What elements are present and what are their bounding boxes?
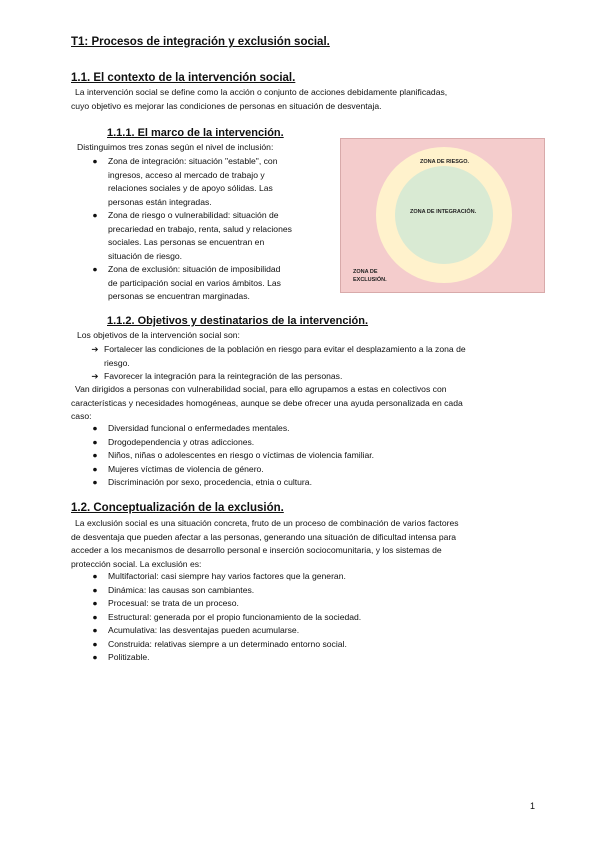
list-item: ● Construida: relativas siempre a un determinado entorno social.	[89, 638, 529, 652]
exclusion-traits-list	[89, 570, 529, 665]
arrow-right-icon: ➔	[91, 371, 99, 381]
zones-list	[89, 155, 334, 304]
paragraph-line: La intervención social se define como la acción o conjunto de acciones debidamente planificadas,	[75, 87, 448, 97]
bullet-icon: ●	[92, 638, 98, 649]
section-1-1-heading: 1.1. El contexto de la intervención social.	[71, 72, 296, 84]
list-item: ➔ Favorecer la integración para la reintegración de las personas.	[89, 370, 549, 384]
section-1-1-2-intro: Los objetivos de la intervención social son:	[77, 330, 240, 340]
exclusion-zone-label: EXCLUSIÓN.	[353, 277, 387, 283]
bullet-icon: ●	[92, 423, 98, 433]
paragraph-line: La exclusión social es una situación concreta, fruto de un proceso de combinación de varios factores	[75, 518, 459, 528]
bullet-icon: ●	[92, 584, 98, 595]
list-item: ● Mujeres víctimas de violencia de género.	[89, 463, 529, 477]
bullet-icon: ●	[92, 477, 98, 487]
bullet-icon: ●	[92, 571, 98, 581]
list-item: ● Discriminación por sexo, procedencia, etnia o cultura.	[89, 476, 529, 490]
bullet-icon: ●	[92, 264, 98, 274]
list-item: ➔ Fortalecer las condiciones de la población en riesgo para evitar el desplazamiento a la zona de riesgo.	[89, 343, 549, 370]
paragraph-line: Van dirigidos a personas con vulnerabilidad social, para ello agrupamos a estas en colectivos con	[75, 384, 447, 394]
bullet-icon: ●	[92, 450, 98, 460]
paragraph-line: protección social. La exclusión es:	[71, 558, 202, 569]
integration-zone-circle	[395, 166, 493, 264]
objectives-list	[89, 343, 549, 384]
bullet-icon: ●	[92, 210, 98, 220]
bullet-icon: ●	[92, 598, 98, 608]
paragraph-line: cuyo objetivo es mejorar las condiciones de personas en situación de desventaja.	[71, 100, 382, 111]
page-number: 1	[530, 801, 536, 811]
bullet-icon: ●	[92, 652, 98, 662]
bullet-icon: ●	[92, 436, 98, 447]
list-item: ● Zona de riesgo o vulnerabilidad: situación de precariedad en trabajo, renta, salud y relaciones sociales. Las personas se encuentran en situación de riesgo.	[89, 209, 334, 263]
section-1-1-1-heading: 1.1.1. El marco de la intervención.	[107, 127, 284, 139]
list-item: ● Acumulativa: las desventajas pueden acumularse.	[89, 624, 529, 638]
section-1-2-heading: 1.2. Conceptualización de la exclusión.	[71, 502, 284, 514]
list-item: ● Zona de exclusión: situación de imposibilidad de participación social en varios ámbitos. Las personas se encuentran marginadas.	[89, 263, 334, 304]
list-item: ● Estructural: generada por el propio funcionamiento de la sociedad.	[89, 611, 529, 625]
list-item: ● Multifactorial: casi siempre hay varios factores que la generan.	[89, 570, 529, 584]
integration-zone-label: ZONA DE INTEGRACIÓN.	[410, 209, 477, 215]
list-item: ● Niños, niñas o adolescentes en riesgo o víctimas de violencia familiar.	[89, 449, 529, 463]
list-item: ● Drogodependencia y otras adicciones.	[89, 436, 529, 450]
inclusion-zones-diagram	[340, 138, 545, 293]
section-1-1-2-paragraph	[71, 383, 546, 424]
document-title: T1: Procesos de integración y exclusión social.	[71, 36, 330, 48]
exclusion-zone-label: ZONA DE	[353, 269, 378, 275]
list-item: ● Politizable.	[89, 651, 529, 665]
section-1-1-paragraph	[71, 86, 541, 113]
list-item: ● Diversidad funcional o enfermedades mentales.	[89, 422, 529, 436]
section-1-1-2-heading: 1.1.2. Objetivos y destinatarios de la intervención.	[107, 315, 369, 327]
groups-list	[89, 422, 529, 490]
bullet-icon: ●	[92, 156, 98, 166]
paragraph-line: de desventaja que pueden afectar a las personas, generando una situación de dificultad intensa para	[71, 531, 457, 542]
section-1-2-paragraph	[71, 517, 551, 571]
section-1-1-1-intro: Distinguimos tres zonas según el nivel de inclusión:	[77, 142, 274, 152]
paragraph-line: caso:	[71, 411, 92, 421]
paragraph-line: características y necesidades homogéneas, aunque se debe ofrecer una ayuda personalizada en cada	[71, 397, 463, 408]
bullet-icon: ●	[92, 625, 98, 635]
risk-zone-label: ZONA DE RIESGO.	[420, 159, 469, 165]
bullet-icon: ●	[92, 611, 98, 622]
paragraph-line: acceder a los mecanismos de desarrollo personal e inserción sociocomunitaria, y los sistemas de	[71, 545, 442, 555]
bullet-icon: ●	[92, 463, 98, 474]
list-item: ● Procesual: se trata de un proceso.	[89, 597, 529, 611]
list-item: ● Dinámica: las causas son cambiantes.	[89, 584, 529, 598]
list-item: ● Zona de integración: situación "estable", con ingresos, acceso al mercado de trabajo y relaciones sociales y de apoyo sólidas. Las personas están integradas.	[89, 155, 334, 209]
arrow-right-icon: ➔	[91, 344, 99, 354]
